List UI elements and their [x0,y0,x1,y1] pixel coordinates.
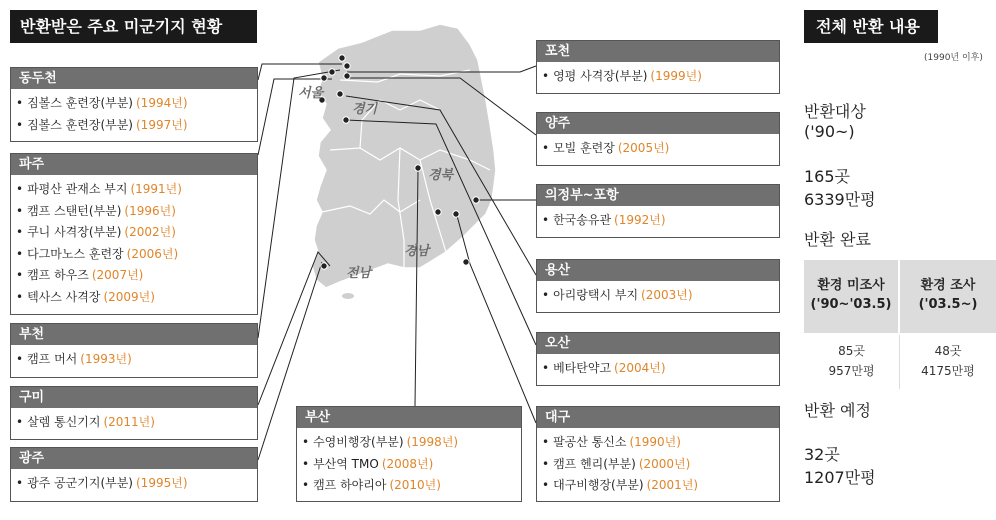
region-box-uijeongbu-pohang [536,184,780,238]
list-item: • 짐볼스 훈련장(부분) (1994년) [16,96,188,110]
target-values [804,160,996,210]
summary-title: 전체 반환 내용 [804,10,938,43]
list-item: • 캠프 스탠턴(부분) (1996년) [16,203,176,218]
region-box-daegu [536,406,780,502]
site-name: 광주 공군기지(부분) [27,476,133,490]
region-title: 용산 [537,260,779,281]
site-name: 수영비행장(부분) [313,435,404,449]
region-title: 부천 [11,324,257,345]
site-year: (1999년) [650,69,702,83]
site-year: (1991년) [130,182,182,196]
list-item: • 아리랑택시 부지 (2003년) [542,288,693,302]
surveyed-period: ('03.5~) [918,297,978,312]
survey-values [804,335,996,389]
region-box-busan [296,406,522,502]
region-title: 파주 [11,154,257,175]
site-year: (2008년) [381,456,434,471]
list-item: • 캠프 머서 (1993년) [16,352,132,366]
site-year: (2005년) [617,141,670,155]
surveyed-count: 48곳 [934,344,962,358]
region-title: 오산 [537,333,779,354]
site-name: 한국송유관 [553,213,612,227]
region-box-gumi [10,386,258,440]
surveyed-values [900,335,996,389]
unsurveyed-values [804,335,900,389]
site-name: 짐볼스 훈련장(부분) [27,117,133,132]
unsurveyed-header [804,259,900,333]
unsurveyed-area: 957만평 [828,364,875,378]
region-box-paju [10,153,258,315]
planned-header: 반환 예정 [804,401,871,420]
list-item: • 부산역 TMO (2008년) [302,456,434,471]
site-name: 캠프 스탠턴(부분) [27,203,122,218]
list-item: • 팔공산 통신소 (1990년) [542,435,681,449]
region-box-pocheon [536,40,780,94]
site-year: (2001년) [646,478,699,493]
done-header: 반환 완료 [804,230,871,249]
unsurveyed-label: 환경 미조사 [817,278,885,293]
list-item: • 짐볼스 훈련장(부분) (1997년) [16,117,188,132]
target-header [804,88,996,154]
site-year: (2007년) [91,268,144,283]
planned-area: 1207만평 [804,468,876,487]
map-label-gyeongbuk: 경북 [428,168,454,183]
region-box-gwangju [10,447,258,502]
list-item: • 다그마노스 훈련장 (2006년) [16,246,179,261]
site-name: 살렘 통신기지 [27,415,101,429]
site-name: 팔공산 통신소 [553,435,627,449]
list-item: • 영평 사격장(부분) (1999년) [542,69,702,83]
region-title: 광주 [11,448,257,469]
site-name: 텍사스 사격장 [27,289,101,304]
region-title: 의정부~포항 [537,185,779,206]
list-item: • 캠프 하우즈 (2007년) [16,268,144,283]
site-name: 캠프 하야리아 [313,478,387,493]
planned-count: 32곳 [804,445,840,464]
region-box-yangju [536,112,780,166]
unsurveyed-count: 85곳 [838,344,865,358]
region-title: 양주 [537,113,779,134]
region-box-yongsan [536,259,780,313]
site-name: 캠프 하우즈 [27,268,89,283]
region-title: 포천 [537,41,779,62]
site-year: (1992년) [614,213,666,227]
list-item: • 모빌 훈련장 (2005년) [542,141,670,155]
site-name: 대구비행장(부분) [553,478,644,493]
list-item: • 베타탄약고 (2004년) [542,361,666,375]
map-label-gyeonggi: 경기 [352,102,378,117]
site-name: 파평산 관재소 부지 [27,182,128,196]
survey-split [804,259,996,333]
site-name: 짐볼스 훈련장(부분) [27,96,133,110]
list-item: • 살렘 통신기지 (2011년) [16,415,155,429]
site-year: (2004년) [614,361,666,375]
list-item: • 대구비행장(부분) (2001년) [542,478,699,493]
region-title: 구미 [11,387,257,408]
site-name: 다그마노스 훈련장 [27,246,124,261]
site-year: (2003년) [641,288,693,302]
unsurveyed-period: ('90~'03.5) [810,297,892,312]
list-item: • 캠프 헨리(부분) (2000년) [542,456,691,471]
region-box-dongducheon [10,67,258,142]
list-item: • 한국송유관 (1992년) [542,213,666,227]
site-year: (2009년) [103,289,155,304]
site-name: 모빌 훈련장 [553,141,615,155]
region-box-bucheon [10,323,258,378]
list-item: • 캠프 하야리아 (2010년) [302,478,441,493]
map-label-seoul: 서울 [298,86,324,101]
site-name: 부산역 TMO [313,456,379,471]
site-name: 베타탄약고 [553,361,612,375]
site-year: (2011년) [103,415,155,429]
map-label-gyeongnam: 경남 [404,244,430,259]
map-label-jeonnam: 전남 [346,266,372,281]
list-item: • 텍사스 사격장 (2009년) [16,289,155,304]
site-year: (2000년) [638,456,691,471]
site-year: (2002년) [124,225,176,240]
list-item: • 수영비행장(부분) (1998년) [302,435,459,449]
site-year: (1990년) [629,435,681,449]
site-year: (1998년) [406,435,459,449]
list-item: • 파평산 관재소 부지 (1991년) [16,182,182,196]
site-year: (2006년) [126,246,179,261]
list-item: • 광주 공군기지(부분) (1995년) [16,476,188,490]
site-year: (1994년) [136,96,188,110]
site-name: 쿠니 사격장(부분) [27,225,122,240]
list-item: • 쿠니 사격장(부분) (2002년) [16,225,176,240]
region-box-osan [536,332,780,386]
target-period: ('90~) [804,122,855,141]
target-label: 반환대상 [804,102,866,121]
surveyed-label: 환경 조사 [920,278,976,293]
page-title: 반환받은 주요 미군기지 현황 [10,10,257,43]
site-year: (1995년) [136,476,188,490]
jeju-shape [342,293,354,299]
summary-note: (1990년 이후) [924,53,983,63]
site-year: (2010년) [389,478,441,493]
region-title: 대구 [537,407,779,428]
site-name: 캠프 헨리(부분) [553,456,636,471]
region-title: 동두천 [11,68,257,89]
site-year: (1996년) [124,203,176,218]
surveyed-header [900,259,996,333]
region-title: 부산 [297,407,521,428]
target-count: 165곳 [804,167,850,186]
site-year: (1993년) [80,352,132,366]
site-name: 영평 사격장(부분) [553,69,648,83]
target-area: 6339만평 [804,190,876,209]
site-year: (1997년) [136,117,188,132]
surveyed-area: 4175만평 [921,364,975,378]
site-name: 아리랑택시 부지 [553,288,639,302]
planned-values [804,438,996,488]
site-name: 캠프 머서 [27,352,78,366]
